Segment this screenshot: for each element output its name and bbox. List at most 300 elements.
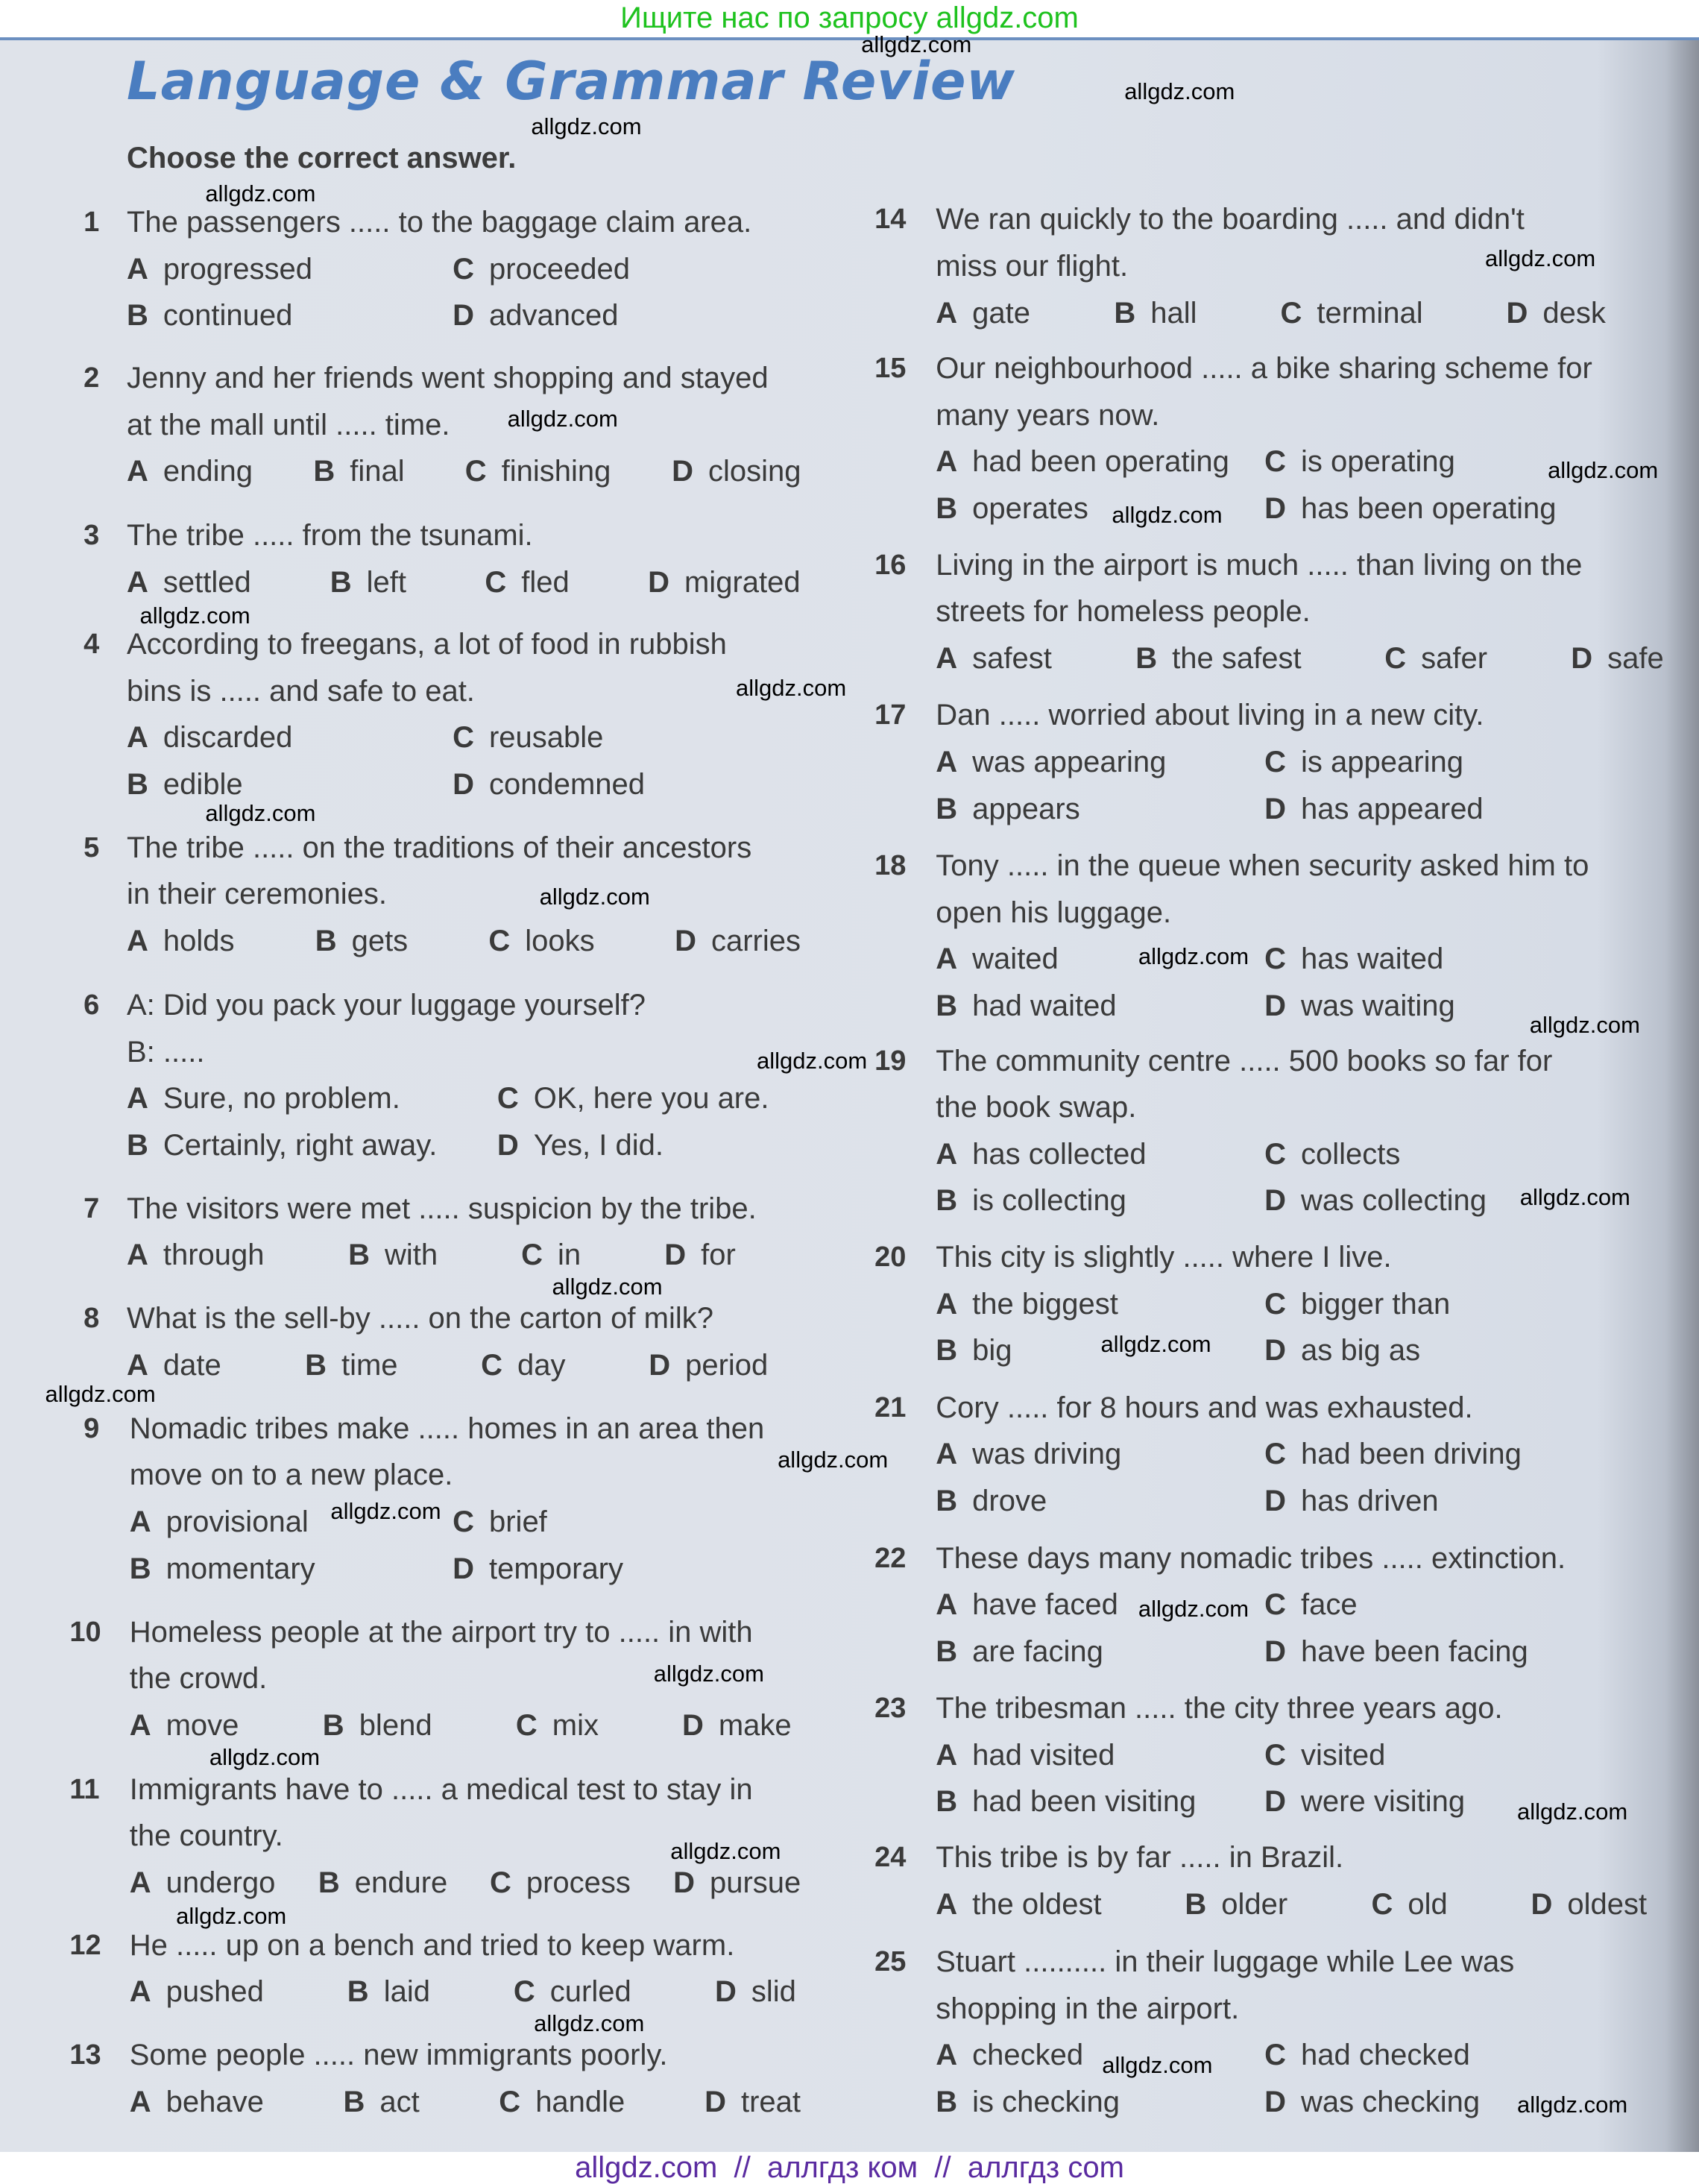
question-text: B: ..... (126, 1035, 205, 1069)
option-letter: D (648, 566, 669, 599)
option-letter: B (347, 1975, 369, 2009)
answer-option-c[interactable] (499, 2079, 625, 2125)
option-text: endure (354, 1866, 448, 1899)
question-number: 24 (874, 1842, 907, 1874)
answer-option-c[interactable] (1264, 1281, 1450, 1327)
option-text: through (163, 1239, 265, 1272)
option-letter: A (126, 1082, 148, 1115)
option-text: had been operating (972, 445, 1229, 479)
answer-option-a[interactable] (127, 918, 235, 964)
answer-option-b[interactable] (347, 1969, 430, 2015)
option-letter: D (1571, 641, 1593, 675)
option-letter: B (348, 1239, 370, 1272)
answer-option-b[interactable] (936, 485, 1088, 532)
option-text: settled (163, 566, 251, 599)
option-letter: A (936, 1887, 958, 1921)
answer-option-b[interactable] (936, 1327, 1012, 1373)
answer-option-c[interactable] (521, 1232, 581, 1278)
option-text: holds (163, 925, 235, 957)
option-text: gets (351, 925, 409, 957)
question-number: 14 (874, 204, 907, 236)
answer-option-b[interactable] (330, 559, 406, 605)
watermark: allgdz.com (552, 1274, 663, 1300)
option-letter: D (1264, 2085, 1287, 2118)
answer-option-d[interactable] (682, 1702, 792, 1749)
answer-option-a[interactable] (936, 1131, 1146, 1177)
answer-option-a[interactable] (130, 1969, 264, 2015)
watermark: allgdz.com (209, 1744, 321, 1771)
option-letter: C (453, 1505, 474, 1538)
option-letter: A (126, 925, 148, 957)
answer-option-c[interactable] (1264, 2032, 1470, 2078)
option-letter: B (126, 1128, 148, 1162)
answer-option-a[interactable] (936, 2032, 1083, 2078)
answer-option-c[interactable] (1371, 1881, 1447, 1927)
option-text: treat (740, 2085, 801, 2118)
question-text: the book swap. (936, 1091, 1137, 1124)
option-letter: C (1280, 296, 1302, 330)
watermark: allgdz.com (778, 1446, 889, 1473)
question-text: Jenny and her friends went shopping and stayed (126, 362, 769, 395)
answer-option-b[interactable] (936, 1778, 1196, 1825)
question-text: Our neighbourhood ..... a bike sharing scheme for (936, 352, 1592, 385)
option-text: safer (1421, 641, 1488, 675)
watermark: allgdz.com (1124, 78, 1235, 105)
option-letter: D (1506, 296, 1528, 330)
question-text: The visitors were met ..... suspicion by the tribe. (126, 1192, 757, 1225)
option-letter: D (1264, 1634, 1287, 1668)
answer-option-d[interactable] (1264, 1327, 1420, 1373)
answer-option-a[interactable] (130, 1860, 276, 1906)
option-text: period (685, 1348, 769, 1382)
option-text: looks (525, 925, 595, 957)
option-text: the biggest (972, 1287, 1118, 1321)
option-text: final (350, 455, 405, 488)
question-text: The passengers ..... to the baggage claim area. (126, 206, 752, 239)
option-text: Sure, no problem. (163, 1082, 400, 1115)
answer-option-b[interactable] (936, 786, 1079, 832)
option-letter: B (1135, 641, 1158, 675)
question-text: Dan ..... worried about living in a new city. (936, 699, 1484, 732)
question-text: miss our flight. (936, 249, 1129, 283)
question-number: 21 (874, 1391, 907, 1423)
option-letter: D (453, 1552, 474, 1585)
option-letter: B (129, 1552, 151, 1585)
question-number: 6 (83, 989, 100, 1021)
question-text: Tony ..... in the queue when security asked him to (936, 849, 1589, 883)
option-text: is appearing (1301, 745, 1463, 778)
answer-option-d[interactable] (1571, 635, 1664, 682)
answer-option-c[interactable] (516, 1702, 599, 1749)
option-letter: D (453, 299, 474, 333)
option-text: left (366, 566, 406, 599)
answer-option-a[interactable] (936, 1582, 1118, 1628)
option-text: older (1221, 1887, 1288, 1921)
answer-option-a[interactable] (936, 635, 1052, 682)
option-letter: D (1264, 1334, 1287, 1368)
question-text: Immigrants have to ..... a medical test to stay in (129, 1772, 753, 1806)
answer-option-a[interactable] (127, 246, 312, 292)
option-letter: B (936, 2085, 958, 2118)
question-text: The tribe ..... on the traditions of their ancestors (126, 831, 752, 864)
answer-option-b[interactable] (1135, 635, 1301, 682)
watermark: allgdz.com (539, 883, 650, 910)
watermark: allgdz.com (736, 674, 847, 701)
answer-option-d[interactable] (1264, 786, 1484, 832)
question-text: According to freegans, a lot of food in rubbish (126, 628, 727, 661)
option-letter: B (936, 1184, 958, 1218)
answer-option-d[interactable] (1507, 290, 1606, 336)
answer-option-a[interactable] (936, 1881, 1101, 1927)
option-letter: C (513, 1975, 535, 2009)
answer-option-b[interactable] (315, 918, 409, 964)
option-letter: C (488, 925, 511, 957)
answer-option-c[interactable] (1280, 290, 1422, 336)
answer-option-d[interactable] (1264, 1628, 1528, 1675)
option-letter: B (1185, 1887, 1207, 1921)
watermark: allgdz.com (1529, 1011, 1640, 1038)
answer-option-a[interactable] (127, 714, 292, 761)
option-text: advanced (488, 299, 619, 333)
answer-option-c[interactable] (481, 1342, 565, 1388)
answer-option-c[interactable] (1384, 635, 1487, 682)
option-text: edible (163, 767, 243, 801)
option-text: was checking (1301, 2085, 1481, 2118)
answer-option-d[interactable] (1264, 2079, 1480, 2125)
answer-option-b[interactable] (936, 1478, 1047, 1524)
option-text: curled (549, 1975, 631, 2009)
question-text: at the mall until ..... time. (126, 408, 450, 441)
question-number: 13 (69, 2039, 101, 2071)
question-text: open his luggage. (936, 896, 1172, 929)
answer-option-d[interactable] (1531, 1881, 1648, 1927)
option-letter: D (714, 1975, 737, 2009)
question-number: 8 (83, 1303, 100, 1335)
question-number: 23 (874, 1693, 907, 1725)
answer-option-a[interactable] (936, 1431, 1121, 1477)
option-letter: A (936, 2039, 958, 2072)
option-text: terminal (1317, 296, 1423, 330)
option-text: progressed (163, 252, 312, 286)
option-letter: B (936, 792, 958, 825)
option-letter: A (936, 1438, 958, 1471)
answer-option-a[interactable] (130, 1499, 309, 1545)
option-text: slid (751, 1975, 796, 2009)
option-letter: C (1264, 942, 1287, 976)
answer-option-c[interactable] (1264, 739, 1463, 785)
answer-option-d[interactable] (649, 1342, 768, 1388)
question-number: 22 (874, 1542, 907, 1574)
option-text: act (379, 2085, 420, 2118)
watermark: allgdz.com (1548, 457, 1659, 484)
question-number: 5 (83, 831, 100, 863)
answer-option-c[interactable] (453, 1499, 547, 1545)
option-text: behave (166, 2085, 264, 2118)
answer-option-d[interactable] (453, 292, 618, 339)
option-letter: C (1264, 1137, 1287, 1171)
answer-option-d[interactable] (673, 1860, 801, 1906)
answer-option-d[interactable] (1264, 983, 1455, 1029)
option-text: handle (535, 2085, 625, 2118)
answer-option-d[interactable] (704, 2079, 801, 2125)
option-letter: D (681, 1708, 704, 1742)
option-text: date (163, 1348, 221, 1382)
answer-option-b[interactable] (127, 1122, 437, 1168)
watermark: allgdz.com (507, 406, 618, 432)
option-text: collects (1301, 1137, 1401, 1171)
option-letter: A (936, 745, 958, 778)
option-text: is collecting (972, 1184, 1126, 1218)
question-number: 20 (874, 1242, 907, 1274)
option-text: ending (163, 455, 253, 488)
question-text: in their ceremonies. (126, 878, 388, 911)
option-text: proceeded (488, 252, 631, 286)
answer-option-b[interactable] (936, 1177, 1126, 1224)
option-letter: A (126, 455, 148, 488)
answer-option-b[interactable] (323, 1702, 432, 1749)
option-text: closing (707, 455, 801, 488)
option-text: had waited (972, 989, 1117, 1022)
answer-option-b[interactable] (936, 1628, 1103, 1675)
option-text: move (166, 1708, 239, 1742)
answer-option-c[interactable] (485, 559, 569, 605)
answer-option-d[interactable] (672, 448, 801, 494)
answer-option-a[interactable] (127, 1232, 265, 1278)
answer-option-d[interactable] (715, 1969, 796, 2015)
watermark: allgdz.com (1516, 1799, 1628, 1825)
option-text: finishing (501, 455, 611, 488)
option-letter: B (936, 1785, 958, 1819)
answer-option-d[interactable] (1264, 1778, 1465, 1825)
option-text: has collected (972, 1137, 1147, 1171)
option-text: in (558, 1239, 581, 1272)
answer-option-d[interactable] (675, 918, 801, 964)
answer-option-b[interactable] (348, 1232, 438, 1278)
answer-option-d[interactable] (1264, 1478, 1438, 1524)
answer-option-c[interactable] (453, 714, 603, 761)
option-text: make (718, 1708, 792, 1742)
answer-option-b[interactable] (1185, 1881, 1287, 1927)
option-letter: C (464, 455, 487, 488)
option-text: checked (972, 2039, 1084, 2072)
option-text: for (701, 1239, 736, 1272)
option-text: temporary (488, 1552, 624, 1585)
answer-option-a[interactable] (127, 1075, 400, 1121)
answer-option-d[interactable] (1264, 1177, 1487, 1224)
question-text: Cory ..... for 8 hours and was exhausted. (936, 1391, 1473, 1424)
option-letter: C (481, 1348, 503, 1382)
option-letter: C (515, 1708, 538, 1742)
option-text: had visited (972, 1738, 1115, 1772)
option-letter: D (1531, 1887, 1553, 1921)
answer-option-c[interactable] (497, 1075, 769, 1121)
watermark: allgdz.com (670, 1837, 781, 1864)
answer-option-c[interactable] (514, 1969, 631, 2015)
question-text: Homeless people at the airport try to ..... in with (129, 1615, 753, 1649)
option-text: provisional (166, 1505, 309, 1538)
question-number: 19 (874, 1045, 907, 1077)
watermark: allgdz.com (1516, 2091, 1628, 2118)
question-number: 17 (874, 699, 907, 731)
answer-option-c[interactable] (453, 246, 630, 292)
option-text: brief (488, 1505, 547, 1538)
answer-option-d[interactable] (497, 1122, 663, 1168)
option-text: hall (1150, 296, 1197, 330)
option-text: as big as (1301, 1334, 1421, 1368)
option-text: old (1408, 1887, 1448, 1921)
watermark: allgdz.com (653, 1661, 764, 1687)
answer-option-b[interactable] (127, 292, 292, 339)
option-text: Certainly, right away. (163, 1128, 438, 1162)
option-text: undergo (166, 1866, 276, 1899)
answer-option-c[interactable] (1264, 438, 1455, 485)
option-text: carries (710, 925, 801, 957)
answer-option-c[interactable] (1264, 936, 1443, 982)
option-letter: C (499, 2085, 521, 2118)
question-number: 16 (874, 549, 907, 581)
answer-option-b[interactable] (313, 448, 404, 494)
option-text: the oldest (972, 1887, 1102, 1921)
option-text: desk (1542, 296, 1606, 330)
option-letter: A (936, 1588, 958, 1622)
question-text: move on to a new place. (129, 1458, 453, 1492)
option-letter: A (129, 1505, 151, 1538)
answer-option-c[interactable] (1264, 1732, 1385, 1778)
option-letter: C (497, 1082, 519, 1115)
option-text: visited (1301, 1738, 1386, 1772)
option-letter: A (129, 1708, 151, 1742)
answer-option-c[interactable] (465, 448, 611, 494)
question-text: the crowd. (129, 1662, 268, 1696)
option-text: OK, here you are. (533, 1082, 769, 1115)
question-text: shopping in the airport. (936, 1992, 1240, 2025)
option-text: pushed (166, 1975, 264, 2009)
option-text: continued (163, 299, 293, 333)
option-text: big (972, 1334, 1012, 1368)
answer-option-b[interactable] (318, 1860, 447, 1906)
answer-option-d[interactable] (648, 559, 801, 605)
question-text: bins is ..... and safe to eat. (126, 674, 475, 708)
answer-option-a[interactable] (936, 739, 1166, 785)
option-letter: D (1264, 1785, 1287, 1819)
question-text: He ..... up on a bench and tried to keep warm. (129, 1928, 735, 1962)
question-text: What is the sell-by ..... on the carton of milk? (126, 1302, 713, 1335)
option-letter: B (318, 1866, 340, 1899)
option-text: have been facing (1301, 1634, 1528, 1668)
answer-option-a[interactable] (127, 559, 251, 605)
watermark: allgdz.com (205, 799, 316, 826)
option-text: had checked (1301, 2039, 1470, 2072)
answer-option-b[interactable] (936, 2079, 1120, 2125)
watermark: allgdz.com (1112, 502, 1223, 529)
option-letter: B (936, 1634, 958, 1668)
option-text: with (384, 1239, 438, 1272)
question-number: 1 (83, 207, 100, 239)
answer-option-a[interactable] (127, 448, 253, 494)
answer-option-a[interactable] (936, 1281, 1118, 1327)
option-text: oldest (1567, 1887, 1648, 1921)
watermark: allgdz.com (176, 1903, 287, 1930)
answer-option-b[interactable] (130, 1546, 315, 1592)
option-letter: D (673, 1866, 695, 1899)
watermark: allgdz.com (1138, 943, 1249, 970)
option-letter: D (1264, 1184, 1287, 1218)
answer-option-b[interactable] (305, 1342, 397, 1388)
footer-links[interactable]: allgdz.com // аллгдз ком // аллгдз com (0, 2152, 1699, 2184)
question-text: Living in the airport is much ..... than living on the (936, 548, 1583, 582)
option-letter: C (1264, 745, 1287, 778)
answer-option-b[interactable] (344, 2079, 420, 2125)
watermark: allgdz.com (330, 1497, 441, 1524)
option-text: has appeared (1301, 792, 1484, 825)
answer-option-c[interactable] (1264, 1131, 1400, 1177)
option-text: the safest (1172, 641, 1302, 675)
option-letter: B (330, 566, 352, 599)
question-number: 9 (83, 1412, 100, 1444)
option-letter: A (126, 566, 148, 599)
answer-option-a[interactable] (130, 1702, 239, 1749)
question-number: 2 (83, 362, 100, 394)
option-letter: C (1264, 2039, 1287, 2072)
option-text: blend (359, 1708, 432, 1742)
answer-option-d[interactable] (664, 1232, 736, 1278)
option-letter: D (704, 2085, 726, 2118)
option-letter: D (497, 1128, 519, 1162)
answer-option-b[interactable] (936, 983, 1116, 1029)
option-letter: A (936, 942, 958, 976)
option-text: pursue (709, 1866, 801, 1899)
option-letter: B (936, 1484, 958, 1517)
answer-option-b[interactable] (1114, 290, 1197, 336)
watermark: allgdz.com (1100, 1330, 1211, 1357)
question-number: 15 (874, 353, 907, 385)
answer-option-a[interactable] (936, 936, 1059, 982)
watermark: allgdz.com (531, 113, 642, 139)
option-letter: D (453, 767, 474, 801)
question-number: 25 (874, 1946, 907, 1978)
top-search-banner[interactable]: Ищите нас по запросу allgdz.com (620, 1, 1079, 34)
option-letter: A (936, 445, 958, 479)
option-text: was waiting (1301, 989, 1455, 1022)
answer-option-c[interactable] (1264, 1431, 1522, 1477)
option-letter: C (1264, 1738, 1287, 1772)
option-letter: A (936, 296, 958, 330)
option-letter: D (1264, 491, 1287, 525)
answer-option-d[interactable] (453, 761, 645, 808)
answer-option-a[interactable] (936, 1732, 1115, 1778)
answer-option-d[interactable] (1264, 485, 1556, 532)
option-text: are facing (972, 1634, 1103, 1668)
answer-option-a[interactable] (936, 438, 1229, 485)
question-number: 12 (69, 1929, 101, 1961)
answer-option-d[interactable] (453, 1546, 623, 1592)
option-letter: C (1264, 1287, 1287, 1321)
answer-option-c[interactable] (488, 918, 594, 964)
question-text: We ran quickly to the boarding ..... and didn't (936, 203, 1525, 236)
watermark: allgdz.com (1138, 1595, 1249, 1622)
option-text: fled (521, 566, 570, 599)
answer-option-a[interactable] (130, 2079, 264, 2125)
answer-option-c[interactable] (490, 1860, 631, 1906)
option-letter: C (453, 721, 474, 755)
option-text: had been driving (1301, 1438, 1522, 1471)
answer-option-a[interactable] (936, 290, 1030, 336)
watermark: allgdz.com (1519, 1184, 1630, 1211)
watermark: allgdz.com (205, 180, 316, 207)
answer-option-c[interactable] (1264, 1582, 1358, 1628)
option-text: laid (383, 1975, 430, 2009)
option-text: reusable (488, 721, 604, 755)
